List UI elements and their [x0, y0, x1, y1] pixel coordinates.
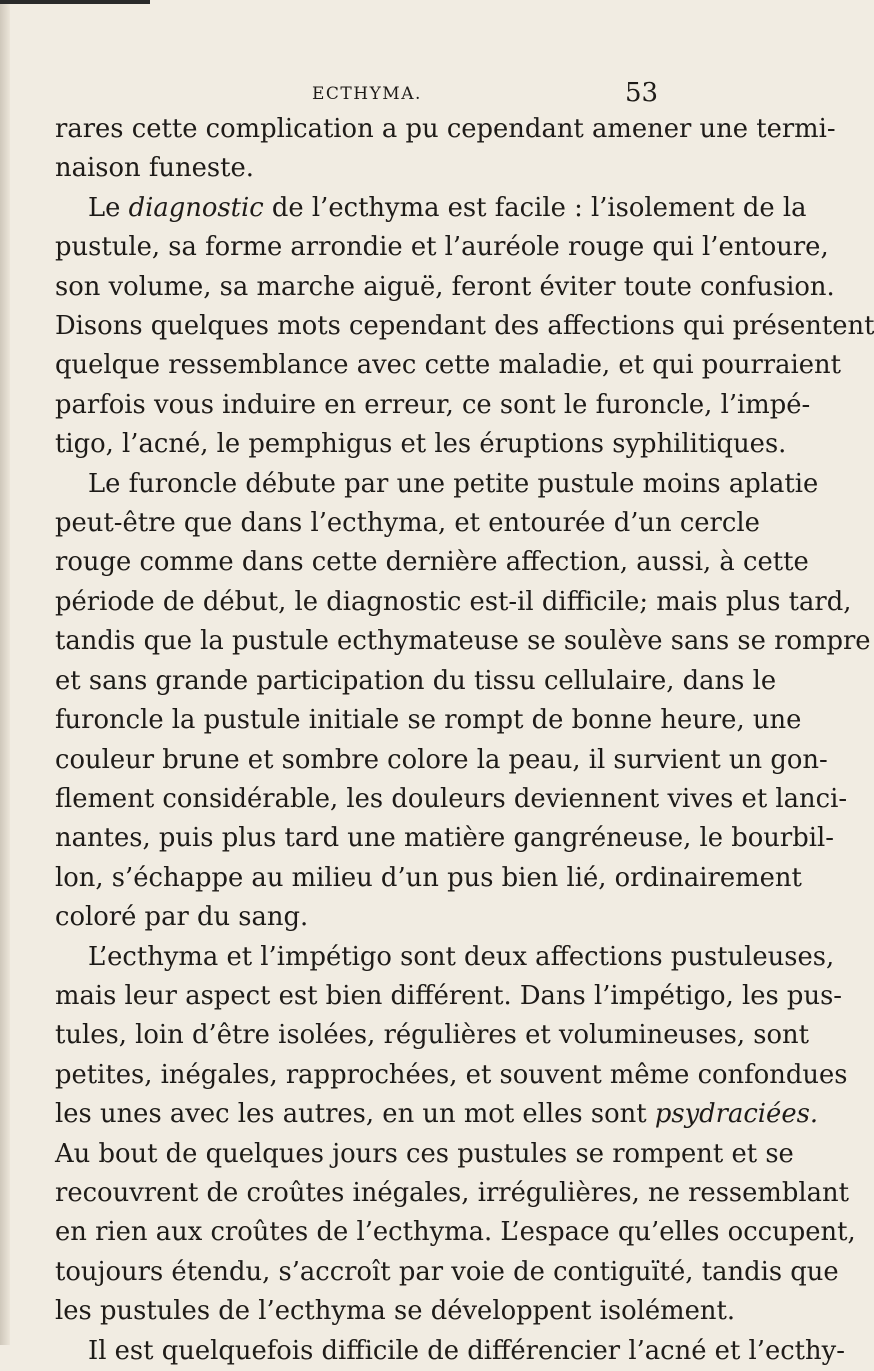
text-line: coloré par du sang. — [55, 902, 309, 933]
text-line: peut-être que dans l’ecthyma, et entourée d’un cercle — [55, 508, 760, 539]
italic-term: psydraciées. — [654, 1099, 819, 1130]
text-line: toujours étendu, s’accroît par voie de contiguïté, tandis que — [55, 1256, 839, 1287]
text-line: couleur brune et sombre colore la peau, il survient un gon- — [55, 744, 828, 775]
scan-corner-mark — [0, 0, 150, 4]
page-header — [0, 78, 800, 108]
text-line: en rien aux croûtes de l’ecthyma. L’espace qu’elles occupent, — [55, 1217, 856, 1248]
text-line: les pustules de l’ecthyma se développent isolément. — [55, 1296, 736, 1327]
text-line: flement considérable, les douleurs deviennent vives et lanci- — [55, 783, 848, 814]
page-edge — [0, 0, 10, 1345]
text-line: nantes, puis plus tard une matière gangréneuse, le bourbil- — [55, 823, 834, 854]
text-line: parfois vous induire en erreur, ce sont le furoncle, l’impé- — [55, 389, 811, 420]
text-line: période de début, le diagnostic est-il difficile; mais plus tard, — [55, 586, 852, 617]
text-run: les unes avec les autres, en un mot elles sont — [55, 1099, 655, 1130]
text-line: Il est quelquefois difficile de différencier l’acné et l’ecthy- — [88, 1335, 845, 1366]
text-line: naison funeste. — [55, 153, 254, 184]
text-line: Au bout de quelques jours ces pustules se rompent et se — [55, 1138, 794, 1169]
body-text — [55, 110, 874, 1366]
text-line: tigo, l’acné, le pemphigus et les éruptions syphilitiques. — [55, 429, 787, 460]
text-line: tandis que la pustule ecthymateuse se soulève sans se rompre — [55, 626, 871, 657]
text-line: mais leur aspect est bien différent. Dans l’impétigo, les pus- — [55, 980, 843, 1011]
running-title: ECTHYMA. — [312, 84, 422, 104]
text-line: pustule, sa forme arrondie et l’auréole rouge qui l’entoure, — [55, 232, 829, 263]
text-line: son volume, sa marche aiguë, feront éviter toute confusion. — [55, 271, 835, 302]
text-line: L’ecthyma et l’impétigo sont deux affections pustuleuses, — [88, 941, 835, 972]
text-line: recouvrent de croûtes inégales, irrégulières, ne ressemblant — [55, 1177, 850, 1208]
text-run: de l’ecthyma est facile : l’isolement de la — [263, 192, 807, 223]
text-line: rares cette complication a pu cependant amener une termi- — [55, 114, 836, 144]
italic-term: diagnostic — [128, 192, 264, 223]
text-line: lon, s’échappe au milieu d’un pus bien lié, ordinairement — [55, 862, 802, 893]
text-line: tules, loin d’être isolées, régulières et volumineuses, sont — [55, 1020, 810, 1051]
text-line: quelque ressemblance avec cette maladie, et qui pourraient — [55, 350, 842, 381]
text-line: Le furoncle débute par une petite pustule moins aplatie — [88, 468, 819, 499]
text-line: petites, inégales, rapprochées, et souvent même confondues — [55, 1059, 848, 1090]
text-line: Disons quelques mots cependant des affections qui présentent — [55, 311, 874, 342]
text-run: Le — [88, 192, 129, 223]
text-line: et sans grande participation du tissu cellulaire, dans le — [55, 665, 777, 696]
page-number: 53 — [625, 78, 659, 108]
text-line — [55, 189, 807, 228]
text-line: furoncle la pustule initiale se rompt de bonne heure, une — [55, 705, 802, 736]
text-line: rouge comme dans cette dernière affection, aussi, à cette — [55, 547, 809, 578]
text-line — [55, 1095, 819, 1134]
